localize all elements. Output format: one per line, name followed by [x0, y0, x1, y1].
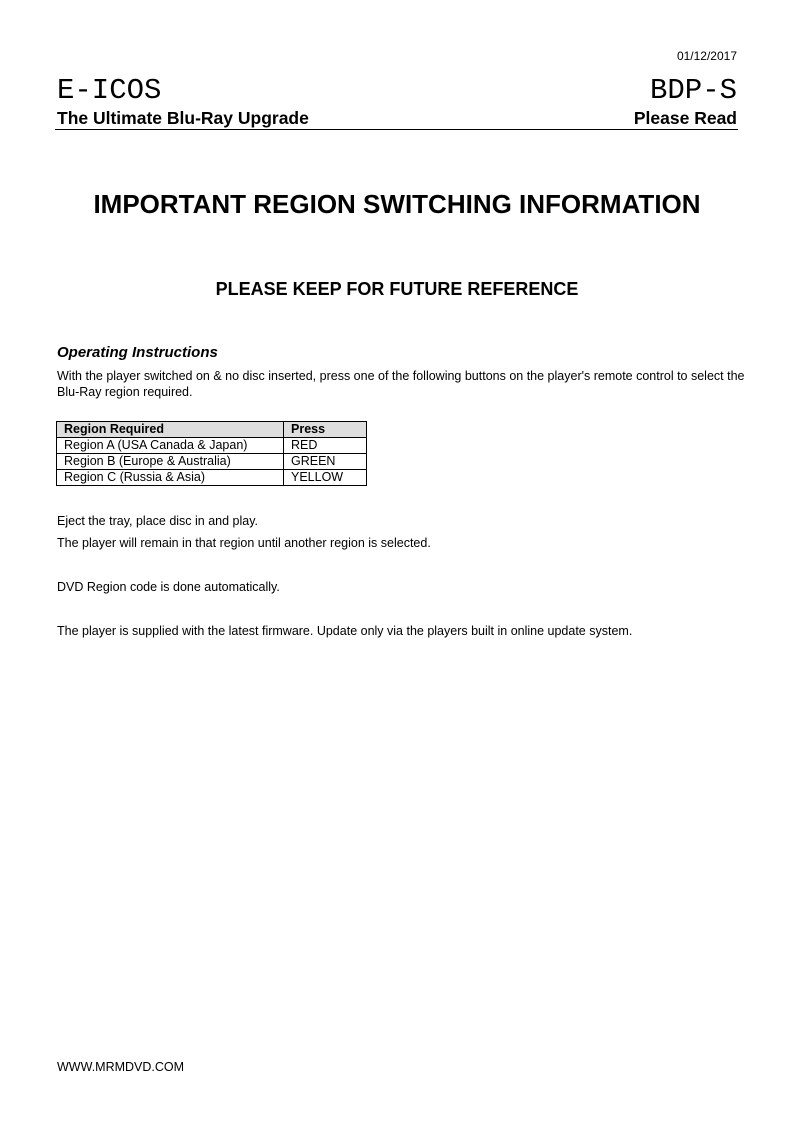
region-table: [56, 421, 367, 486]
table-row: [57, 438, 367, 454]
brand-name: E-ICOS: [57, 74, 162, 107]
firmware-paragraph: The player is supplied with the latest firmware. Update only via the players built in online update system.: [57, 624, 633, 638]
remain-paragraph: The player will remain in that region until another region is selected.: [57, 536, 431, 550]
button-cell: RED: [284, 438, 367, 454]
section-heading: Operating Instructions: [57, 344, 218, 361]
intro-paragraph: With the player switched on & no disc inserted, press one of the following buttons on the player's remote control to select the Blu-Ray region required.: [57, 369, 745, 399]
header-region-required: Region Required: [57, 422, 284, 438]
region-cell: Region B (Europe & Australia): [57, 454, 284, 470]
region-cell: Region C (Russia & Asia): [57, 470, 284, 486]
footer-website: WWW.MRMDVD.COM: [57, 1060, 185, 1074]
model-name: BDP-S: [649, 74, 737, 107]
page-title: IMPORTANT REGION SWITCHING INFORMATION: [93, 189, 701, 219]
dvd-paragraph: DVD Region code is done automatically.: [57, 580, 280, 594]
table-row: [57, 470, 367, 486]
page-subtitle: PLEASE KEEP FOR FUTURE REFERENCE: [215, 279, 579, 299]
table-header-row: [57, 422, 367, 438]
button-cell: YELLOW: [284, 470, 367, 486]
tagline: The Ultimate Blu-Ray Upgrade: [57, 108, 309, 128]
header-divider: [55, 129, 738, 130]
button-cell: GREEN: [284, 454, 367, 470]
region-cell: Region A (USA Canada & Japan): [57, 438, 284, 454]
document-date: 01/12/2017: [676, 49, 737, 63]
please-read-notice: Please Read: [633, 108, 737, 128]
eject-paragraph: Eject the tray, place disc in and play.: [57, 514, 259, 528]
table-row: [57, 454, 367, 470]
header-press: Press: [284, 422, 367, 438]
